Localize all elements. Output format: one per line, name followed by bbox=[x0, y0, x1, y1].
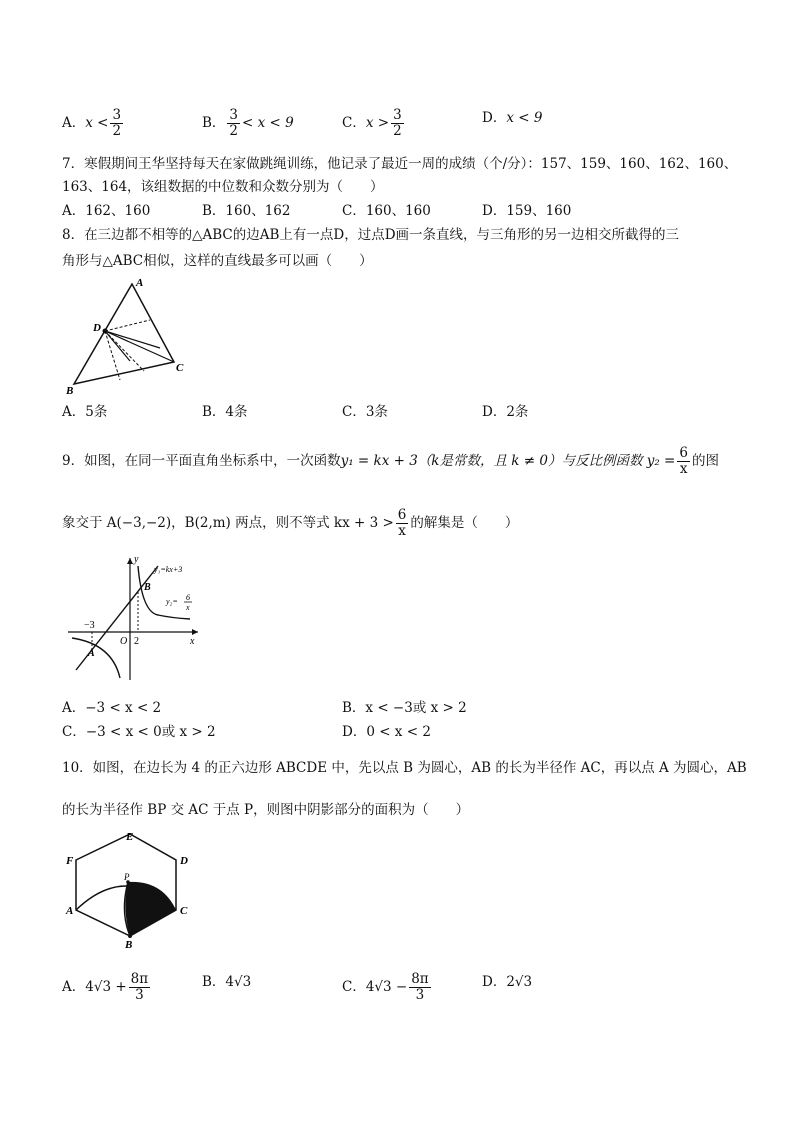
q9-option-a: A．−3 < x < 2 bbox=[62, 700, 162, 716]
q10-option-a: A．4√3 + $\frac{8\pi}{3}$ bbox=[62, 971, 149, 1003]
q9-curve-label-num: 6 bbox=[186, 593, 190, 602]
q9-origin-label: O bbox=[120, 636, 128, 647]
q6-option-c: C．x > $\frac{3}{2}$ bbox=[342, 107, 402, 139]
q9-point-a-label: A bbox=[88, 648, 95, 659]
q8-line-1: 8．在三边都不相等的△ABC的边AB上有一点D，过点D画一条直线，与三角形的另一边相交所截得的三 bbox=[62, 227, 680, 243]
q8-option-c: C．3条 bbox=[342, 404, 388, 420]
q10-label-e: E bbox=[126, 831, 134, 843]
q7-line-2: 163、164，该组数据的中位数和众数分别为（ ） bbox=[62, 179, 384, 195]
q10-line-2: 的长为半径作 BP 交 AC 于点 P，则图中阴影部分的面积为（ ） bbox=[62, 802, 470, 818]
q9-tick-neg3: −3 bbox=[84, 620, 95, 631]
q9-option-c: C．−3 < x < 0或 x > 2 bbox=[62, 724, 216, 740]
q8-option-a: A．5条 bbox=[62, 404, 108, 420]
q8-label-b: B bbox=[66, 385, 74, 397]
q9-option-b: B．x < −3或 x > 2 bbox=[342, 700, 467, 716]
q8-option-b: B．4条 bbox=[202, 404, 248, 420]
q10-label-c: C bbox=[180, 905, 188, 917]
q10-option-b: B．4√3 bbox=[202, 974, 252, 990]
q10-line-1: 10．如图，在边长为 4 的正六边形 ABCDE 中，先以点 B 为圆心，AB 的长为半径作 AC，再以点 A 为圆心，AB bbox=[62, 760, 747, 776]
q8-triangle-figure bbox=[60, 276, 200, 398]
q7-option-a: A．162、160 bbox=[62, 203, 151, 219]
q9-curve-label-den: x bbox=[186, 603, 190, 612]
q9-y-axis-label: y bbox=[134, 554, 139, 565]
q9-curve-label: y₂= bbox=[166, 597, 178, 606]
q10-hexagon-figure bbox=[62, 828, 202, 950]
q9-x-axis-label: x bbox=[190, 636, 195, 647]
q10-label-a: A bbox=[66, 905, 74, 917]
q9-line-label: y₁=kx+3 bbox=[154, 565, 183, 574]
q6-option-a: A．x < $\frac{3}{2}$ bbox=[62, 107, 122, 139]
q9-line-2: 象交于 A(−3,−2)，B(2,m) 两点，则不等式 kx + 3 > $\frac{6}{x}$ 的解集是（ ） bbox=[62, 507, 519, 539]
q6-option-d: D．x < 9 bbox=[482, 110, 543, 126]
q8-label-c: C bbox=[176, 362, 184, 374]
q7-option-c: C．160、160 bbox=[342, 203, 431, 219]
q10-option-d: D．2√3 bbox=[482, 974, 533, 990]
q10-label-p: P bbox=[124, 872, 130, 882]
q8-option-d: D．2条 bbox=[482, 404, 529, 420]
q9-graph-figure bbox=[62, 552, 204, 682]
q9-line-1: 9．如图，在同一平面直角坐标系中，一次函数y₁ = kx + 3（k是常数，且 k ≠ 0）与反比例函数 y₂ = $\frac{6}{x}$ 的图 bbox=[62, 445, 719, 477]
q10-label-f: F bbox=[66, 855, 74, 867]
q6-option-b: B． $\frac{3}{2}$ < x < 9 bbox=[202, 107, 294, 139]
q7-option-d: D．159、160 bbox=[482, 203, 572, 219]
q10-option-c: C．4√3 − $\frac{8\pi}{3}$ bbox=[342, 971, 429, 1003]
q9-point-b-label: B bbox=[144, 582, 151, 593]
q7-option-b: B．160、162 bbox=[202, 203, 291, 219]
q8-label-a: A bbox=[136, 277, 144, 289]
q7-line-1: 7．寒假期间王华坚持每天在家做跳绳训练，他记录了最近一周的成绩（个/分）：157、159、160、162、160、 bbox=[62, 156, 738, 172]
q9-option-d: D．0 < x < 2 bbox=[342, 724, 431, 740]
q9-tick-2: 2 bbox=[134, 636, 139, 647]
q10-label-b: B bbox=[125, 939, 133, 950]
q8-label-d: D bbox=[93, 322, 101, 334]
q10-label-d: D bbox=[180, 855, 188, 867]
q8-line-2: 角形与△ABC相似，这样的直线最多可以画（ ） bbox=[62, 253, 373, 269]
